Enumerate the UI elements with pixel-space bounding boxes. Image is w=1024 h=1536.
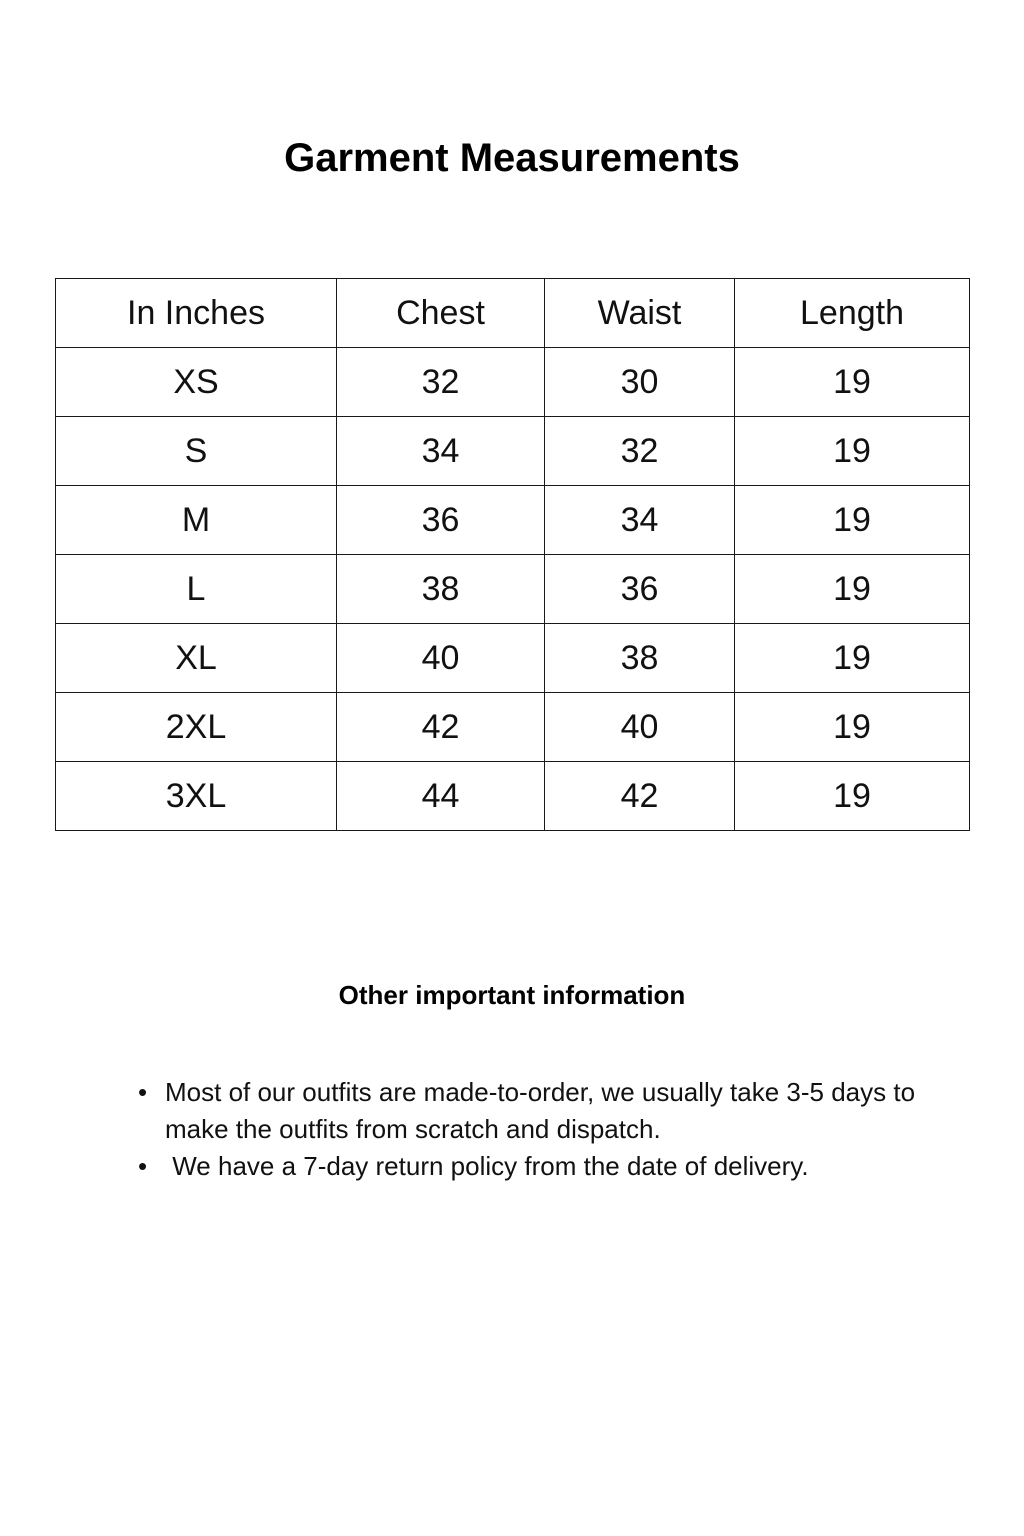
chest-cell: 44 [337,762,545,831]
chest-cell: 42 [337,693,545,762]
waist-cell: 42 [545,762,735,831]
waist-cell: 34 [545,486,735,555]
list-item [138,1074,925,1148]
length-cell: 19 [735,555,970,624]
table-row [56,486,970,555]
list-item-text: We have a 7-day return policy from the date of delivery. [165,1151,809,1181]
header-cell-unit: In Inches [56,279,337,348]
table-row [56,762,970,831]
table-row [56,624,970,693]
table-row [56,555,970,624]
list-item [138,1148,925,1185]
waist-cell: 38 [545,624,735,693]
table-row [56,417,970,486]
length-cell: 19 [735,486,970,555]
length-cell: 19 [735,762,970,831]
bullet-icon: • [138,1151,148,1181]
chest-cell: 38 [337,555,545,624]
size-cell: XL [56,624,337,693]
table-row [56,693,970,762]
size-cell: S [56,417,337,486]
header-cell-chest: Chest [337,279,545,348]
length-cell: 19 [735,348,970,417]
header-cell-length: Length [735,279,970,348]
chest-cell: 36 [337,486,545,555]
size-cell: XS [56,348,337,417]
header-cell-waist: Waist [545,279,735,348]
waist-cell: 36 [545,555,735,624]
table-row [56,348,970,417]
size-cell: L [56,555,337,624]
length-cell: 19 [735,624,970,693]
info-heading: Other important information [338,980,686,1010]
chest-cell: 34 [337,417,545,486]
size-cell: 2XL [56,693,337,762]
list-item-text: Most of our outfits are made-to-order, we usually take 3-5 days to make the outfits from scratch and dispatch. [165,1077,916,1144]
waist-cell: 40 [545,693,735,762]
page-title: Garment Measurements [284,136,740,180]
length-cell: 19 [735,693,970,762]
size-cell: M [56,486,337,555]
chest-cell: 40 [337,624,545,693]
waist-cell: 32 [545,417,735,486]
size-chart-table [55,278,970,831]
table-header-row [56,279,970,348]
chest-cell: 32 [337,348,545,417]
waist-cell: 30 [545,348,735,417]
length-cell: 19 [735,417,970,486]
size-cell: 3XL [56,762,337,831]
bullet-icon: • [138,1077,148,1107]
info-list [138,1074,925,1185]
